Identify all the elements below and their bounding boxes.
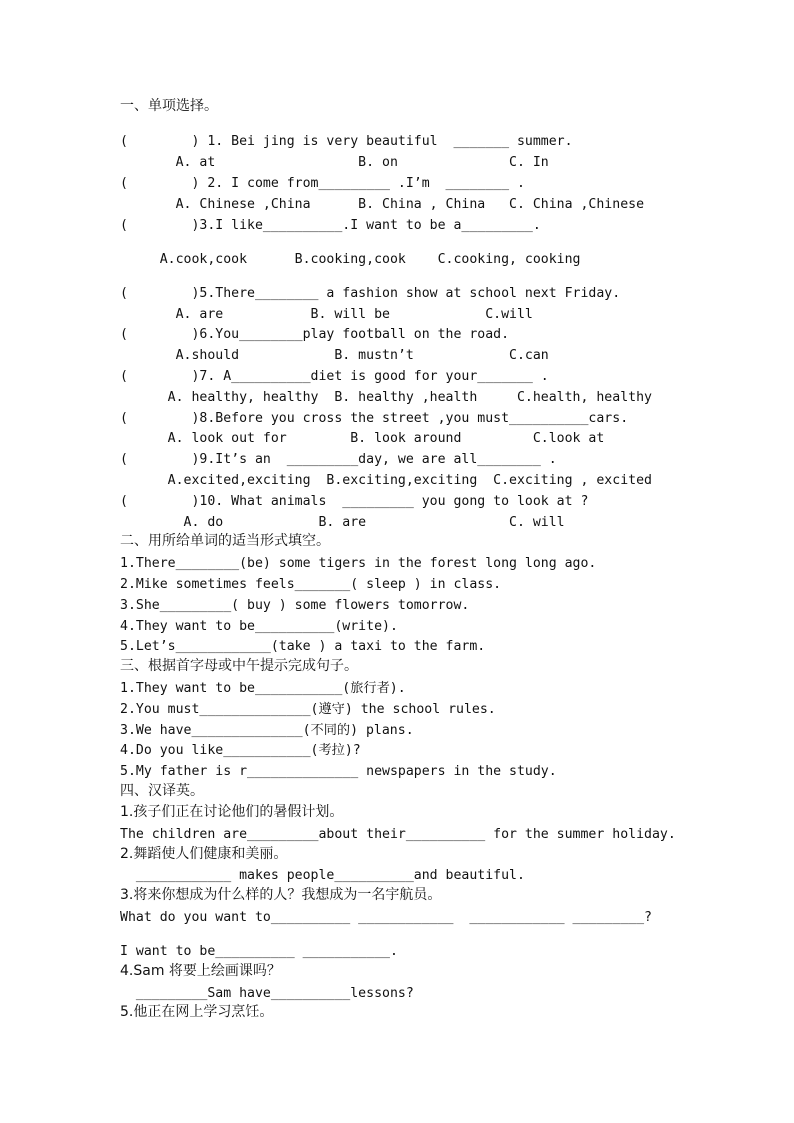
s4-q2-english: ____________ makes people__________and beautiful.: [120, 868, 525, 883]
s4-q4-english: _________Sam have__________lessons?: [120, 986, 414, 1001]
s1-q5: ( )5.There________ a fashion show at school next Friday.: [120, 286, 621, 301]
section4-heading: 四、汉译英。: [120, 783, 204, 799]
s3-item3: 3.We have______________(不同的) plans.: [120, 723, 414, 738]
s2-item1: 1.There________(be) some tigers in the forest long long ago.: [120, 556, 597, 571]
s4-q5-chinese: 5.他正在网上学习烹饪。: [120, 1004, 274, 1020]
section1-heading: 一、单项选择。: [120, 98, 218, 114]
s1-q8: ( )8.Before you cross the street ,you must__________cars.: [120, 411, 629, 426]
s3-item5: 5.My father is r______________ newspapers in the study.: [120, 764, 557, 779]
s4-q2-chinese: 2.舞蹈使人们健康和美丽。: [120, 846, 288, 862]
s1-q10-options: A. do B. are C. will: [120, 515, 565, 530]
s3-item1: 1.They want to be___________(旅行者).: [120, 681, 406, 696]
s1-q9-options: A.excited,exciting B.exciting,exciting C.exciting , excited: [120, 473, 652, 488]
s4-q3-chinese: 3.将来你想成为什么样的人？我想成为一名宇航员。: [120, 887, 442, 903]
s2-item2: 2.Mike sometimes feels_______( sleep ) in class.: [120, 577, 502, 592]
s1-q1: ( ) 1. Bei jing is very beautiful _______ summer.: [120, 134, 573, 149]
s2-item3: 3.She_________( buy ) some flowers tomorrow.: [120, 598, 470, 613]
s4-q1-english: The children are_________about their__________ for the summer holiday.: [120, 827, 676, 842]
s2-item4: 4.They want to be__________(write).: [120, 619, 398, 634]
section3-heading: 三、根据首字母或中午提示完成句子。: [120, 658, 358, 674]
s3-item2: 2.You must______________(遵守) the school rules.: [120, 702, 496, 717]
s4-q3-english-a: What do you want to__________ ____________ ____________ _________?: [120, 910, 652, 925]
s1-q1-options: A. at B. on C. In: [120, 155, 549, 170]
s2-item5: 5.Let’s____________(take ) a taxi to the farm.: [120, 639, 486, 654]
s1-q2-options: A. Chinese ,China B. China , China C. China ,Chinese: [120, 197, 645, 212]
s1-q2: ( ) 2. I come from_________ .I’m ________ .: [120, 176, 525, 191]
s1-q8-options: A. look out for B. look around C.look at: [120, 431, 605, 446]
s1-q7: ( )7. A__________diet is good for your_______ .: [120, 369, 549, 384]
section2-heading: 二、用所给单词的适当形式填空。: [120, 533, 330, 549]
s1-q6: ( )6.You________play football on the road.: [120, 327, 510, 342]
s4-q1-chinese: 1.孩子们正在讨论他们的暑假计划。: [120, 804, 344, 820]
s1-q6-options: A.should B. mustn’t C.can: [120, 348, 549, 363]
s1-q9: ( )9.It’s an _________day, we are all________ .: [120, 452, 557, 467]
s4-q3-english-b: I want to be__________ ___________.: [120, 944, 398, 959]
s3-item4: 4.Do you like___________(考拉)?: [120, 743, 361, 758]
s1-q5-options: A. are B. will be C.will: [120, 307, 533, 322]
s1-q3-options: A.cook,cook B.cooking,cook C.cooking, cooking: [120, 252, 581, 267]
s1-q7-options: A. healthy, healthy B. healthy ,health C.health, healthy: [120, 390, 652, 405]
s4-q4-chinese: 4.Sam 将要上绘画课吗？: [120, 963, 281, 979]
s1-q10: ( )10. What animals _________ you gong to look at ?: [120, 494, 589, 509]
s1-q3: ( )3.I like__________.I want to be a_________.: [120, 218, 541, 233]
